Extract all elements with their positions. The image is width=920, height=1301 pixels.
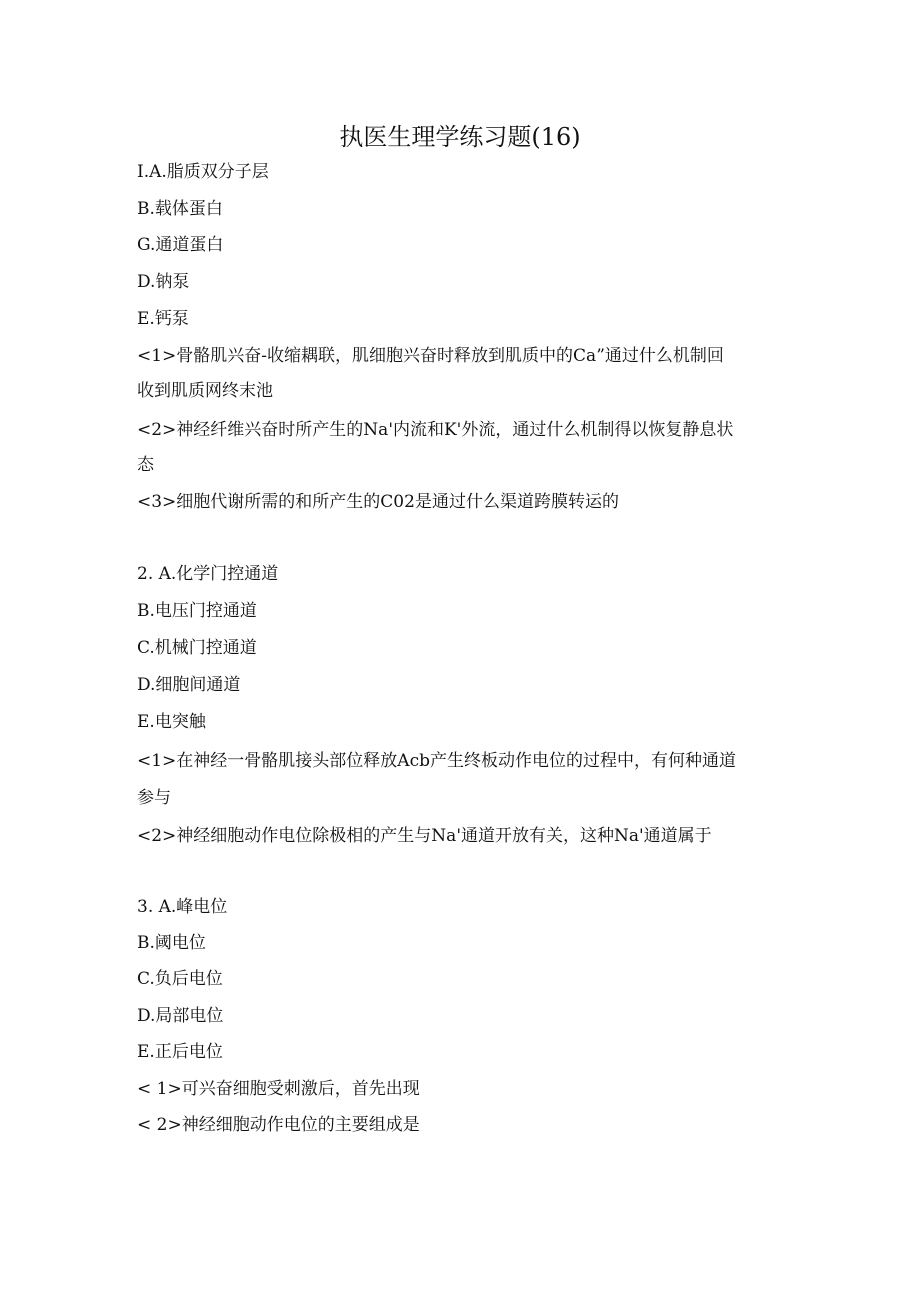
q2-subquestion-1: <1>在神经一骨骼肌接头部位释放Acb产生终板动作电位的过程中，有何种通道 bbox=[137, 751, 736, 771]
q1-option-c: G.通道蛋白 bbox=[137, 235, 224, 255]
q3-option-e: E.正后电位 bbox=[137, 1042, 223, 1062]
q1-subquestion-1: <1>骨骼肌兴奋-收缩耦联，肌细胞兴奋时释放到肌质中的Ca”通过什么机制回 bbox=[137, 346, 724, 366]
q2-subquestion-1-cont: 参与 bbox=[137, 788, 171, 808]
q1-subquestion-3: <3>细胞代谢所需的和所产生的C02是通过什么渠道跨膜转运的 bbox=[137, 492, 619, 512]
q1-option-e: E.钙泵 bbox=[137, 309, 189, 329]
q3-option-d: D.局部电位 bbox=[137, 1006, 224, 1026]
q2-option-a: 2. A.化学门控通道 bbox=[137, 564, 279, 584]
q1-option-b: B.载体蛋白 bbox=[137, 199, 223, 219]
q1-subquestion-2: <2>神经纤维兴奋时所产生的Na'内流和K'外流，通过什么机制得以恢复静息状 bbox=[137, 420, 734, 440]
q1-subquestion-1-cont: 收到肌质网终末池 bbox=[137, 381, 273, 401]
q2-option-b: B.电压门控通道 bbox=[137, 601, 257, 621]
q1-option-a: I.A.脂质双分子层 bbox=[137, 162, 269, 182]
q3-option-b: B.阈电位 bbox=[137, 933, 206, 953]
q2-option-e: E.电突触 bbox=[137, 712, 206, 732]
q1-option-d: D.钠泵 bbox=[137, 272, 190, 292]
q3-option-a: 3. A.峰电位 bbox=[137, 897, 228, 917]
q2-option-d: D.细胞间通道 bbox=[137, 675, 241, 695]
q3-option-c: C.负后电位 bbox=[137, 969, 223, 989]
q3-subquestion-2: < 2>神经细胞动作电位的主要组成是 bbox=[137, 1115, 420, 1135]
page-title: 执医生理学练习题(16) bbox=[339, 123, 581, 151]
q1-subquestion-2-cont: 态 bbox=[137, 455, 154, 475]
q2-option-c: C.机械门控通道 bbox=[137, 638, 257, 658]
q2-subquestion-2: <2>神经细胞动作电位除极相的产生与Na'通道开放有关，这种Na'通道属于 bbox=[137, 826, 712, 846]
q3-subquestion-1: < 1>可兴奋细胞受刺激后，首先出现 bbox=[137, 1079, 420, 1099]
